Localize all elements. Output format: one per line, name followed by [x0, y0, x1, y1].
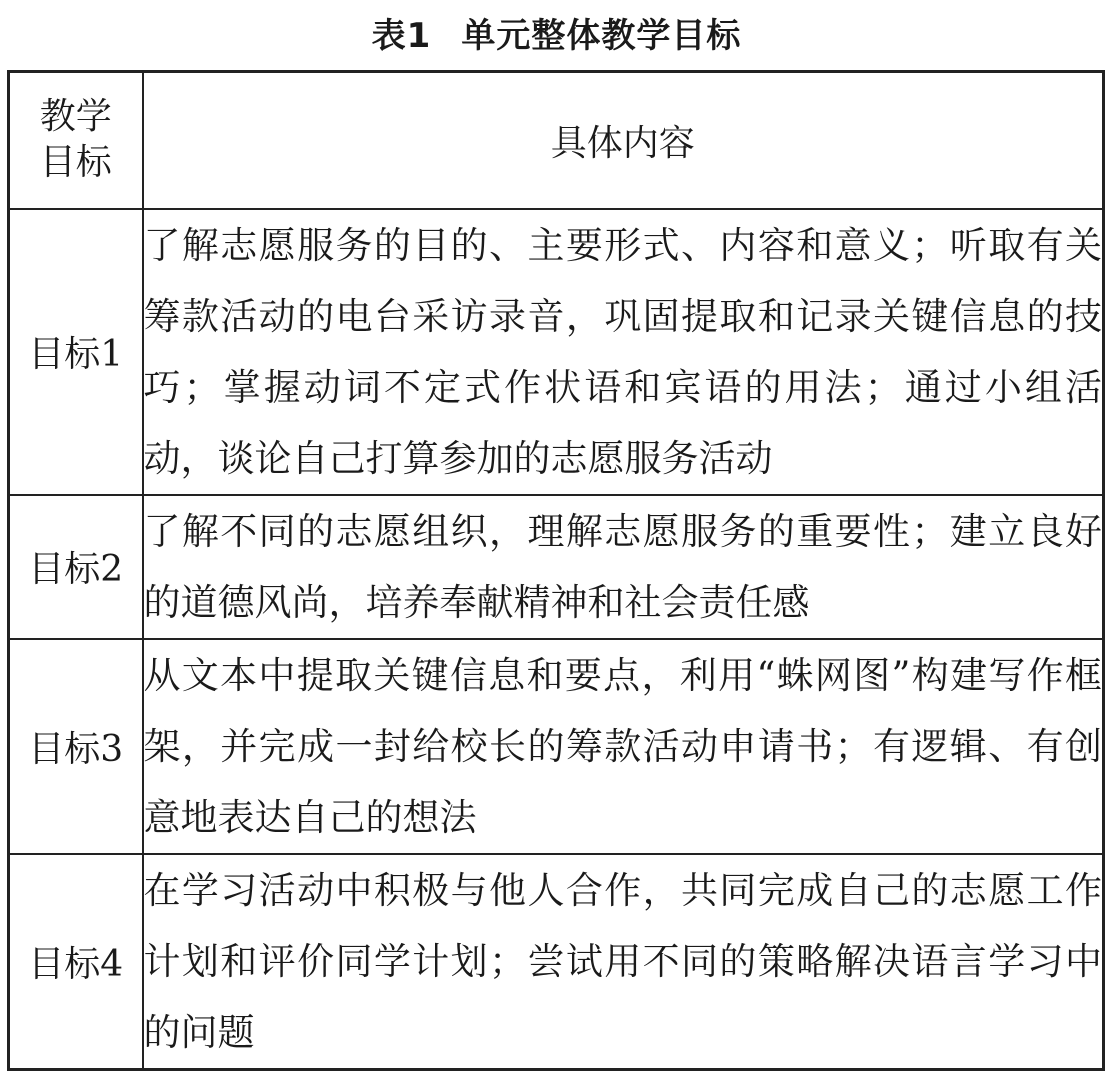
goal-label: 目标3 — [9, 639, 143, 854]
teaching-goals-table — [7, 70, 1105, 1071]
header-goal-line-1: 教学 — [39, 96, 112, 138]
table-row — [9, 639, 1104, 854]
table-row — [9, 495, 1104, 639]
table-caption — [0, 8, 1113, 64]
table-row — [9, 209, 1104, 495]
header-goal-cell — [9, 72, 143, 209]
goal-content: 在学习活动中积极与他人合作，共同完成自己的志愿工作计划和评价同学计划；尝试用不同的策略解决语言学习中的问题 — [143, 854, 1104, 1070]
header-content-cell: 具体内容 — [143, 72, 1104, 209]
goal-content: 从文本中提取关键信息和要点，利用“蛛网图”构建写作框架，并完成一封给校长的筹款活动申请书；有逻辑、有创意地表达自己的想法 — [143, 639, 1104, 854]
goal-label: 目标2 — [9, 495, 143, 639]
goal-label: 目标1 — [9, 209, 143, 495]
goal-content: 了解不同的志愿组织，理解志愿服务的重要性；建立良好的道德风尚，培养奉献精神和社会责任感 — [143, 495, 1104, 639]
goal-content: 了解志愿服务的目的、主要形式、内容和意义；听取有关筹款活动的电台采访录音，巩固提取和记录关键信息的技巧；掌握动词不定式作状语和宾语的用法；通过小组活动，谈论自己打算参加的志愿服务活动 — [143, 209, 1104, 495]
table-title: 单元整体教学目标 — [461, 16, 742, 56]
table-row — [9, 854, 1104, 1070]
header-goal-line-2: 目标 — [39, 142, 112, 184]
table-header-row — [9, 72, 1104, 209]
goal-label: 目标4 — [9, 854, 143, 1070]
table-number: 表1 — [371, 16, 432, 56]
